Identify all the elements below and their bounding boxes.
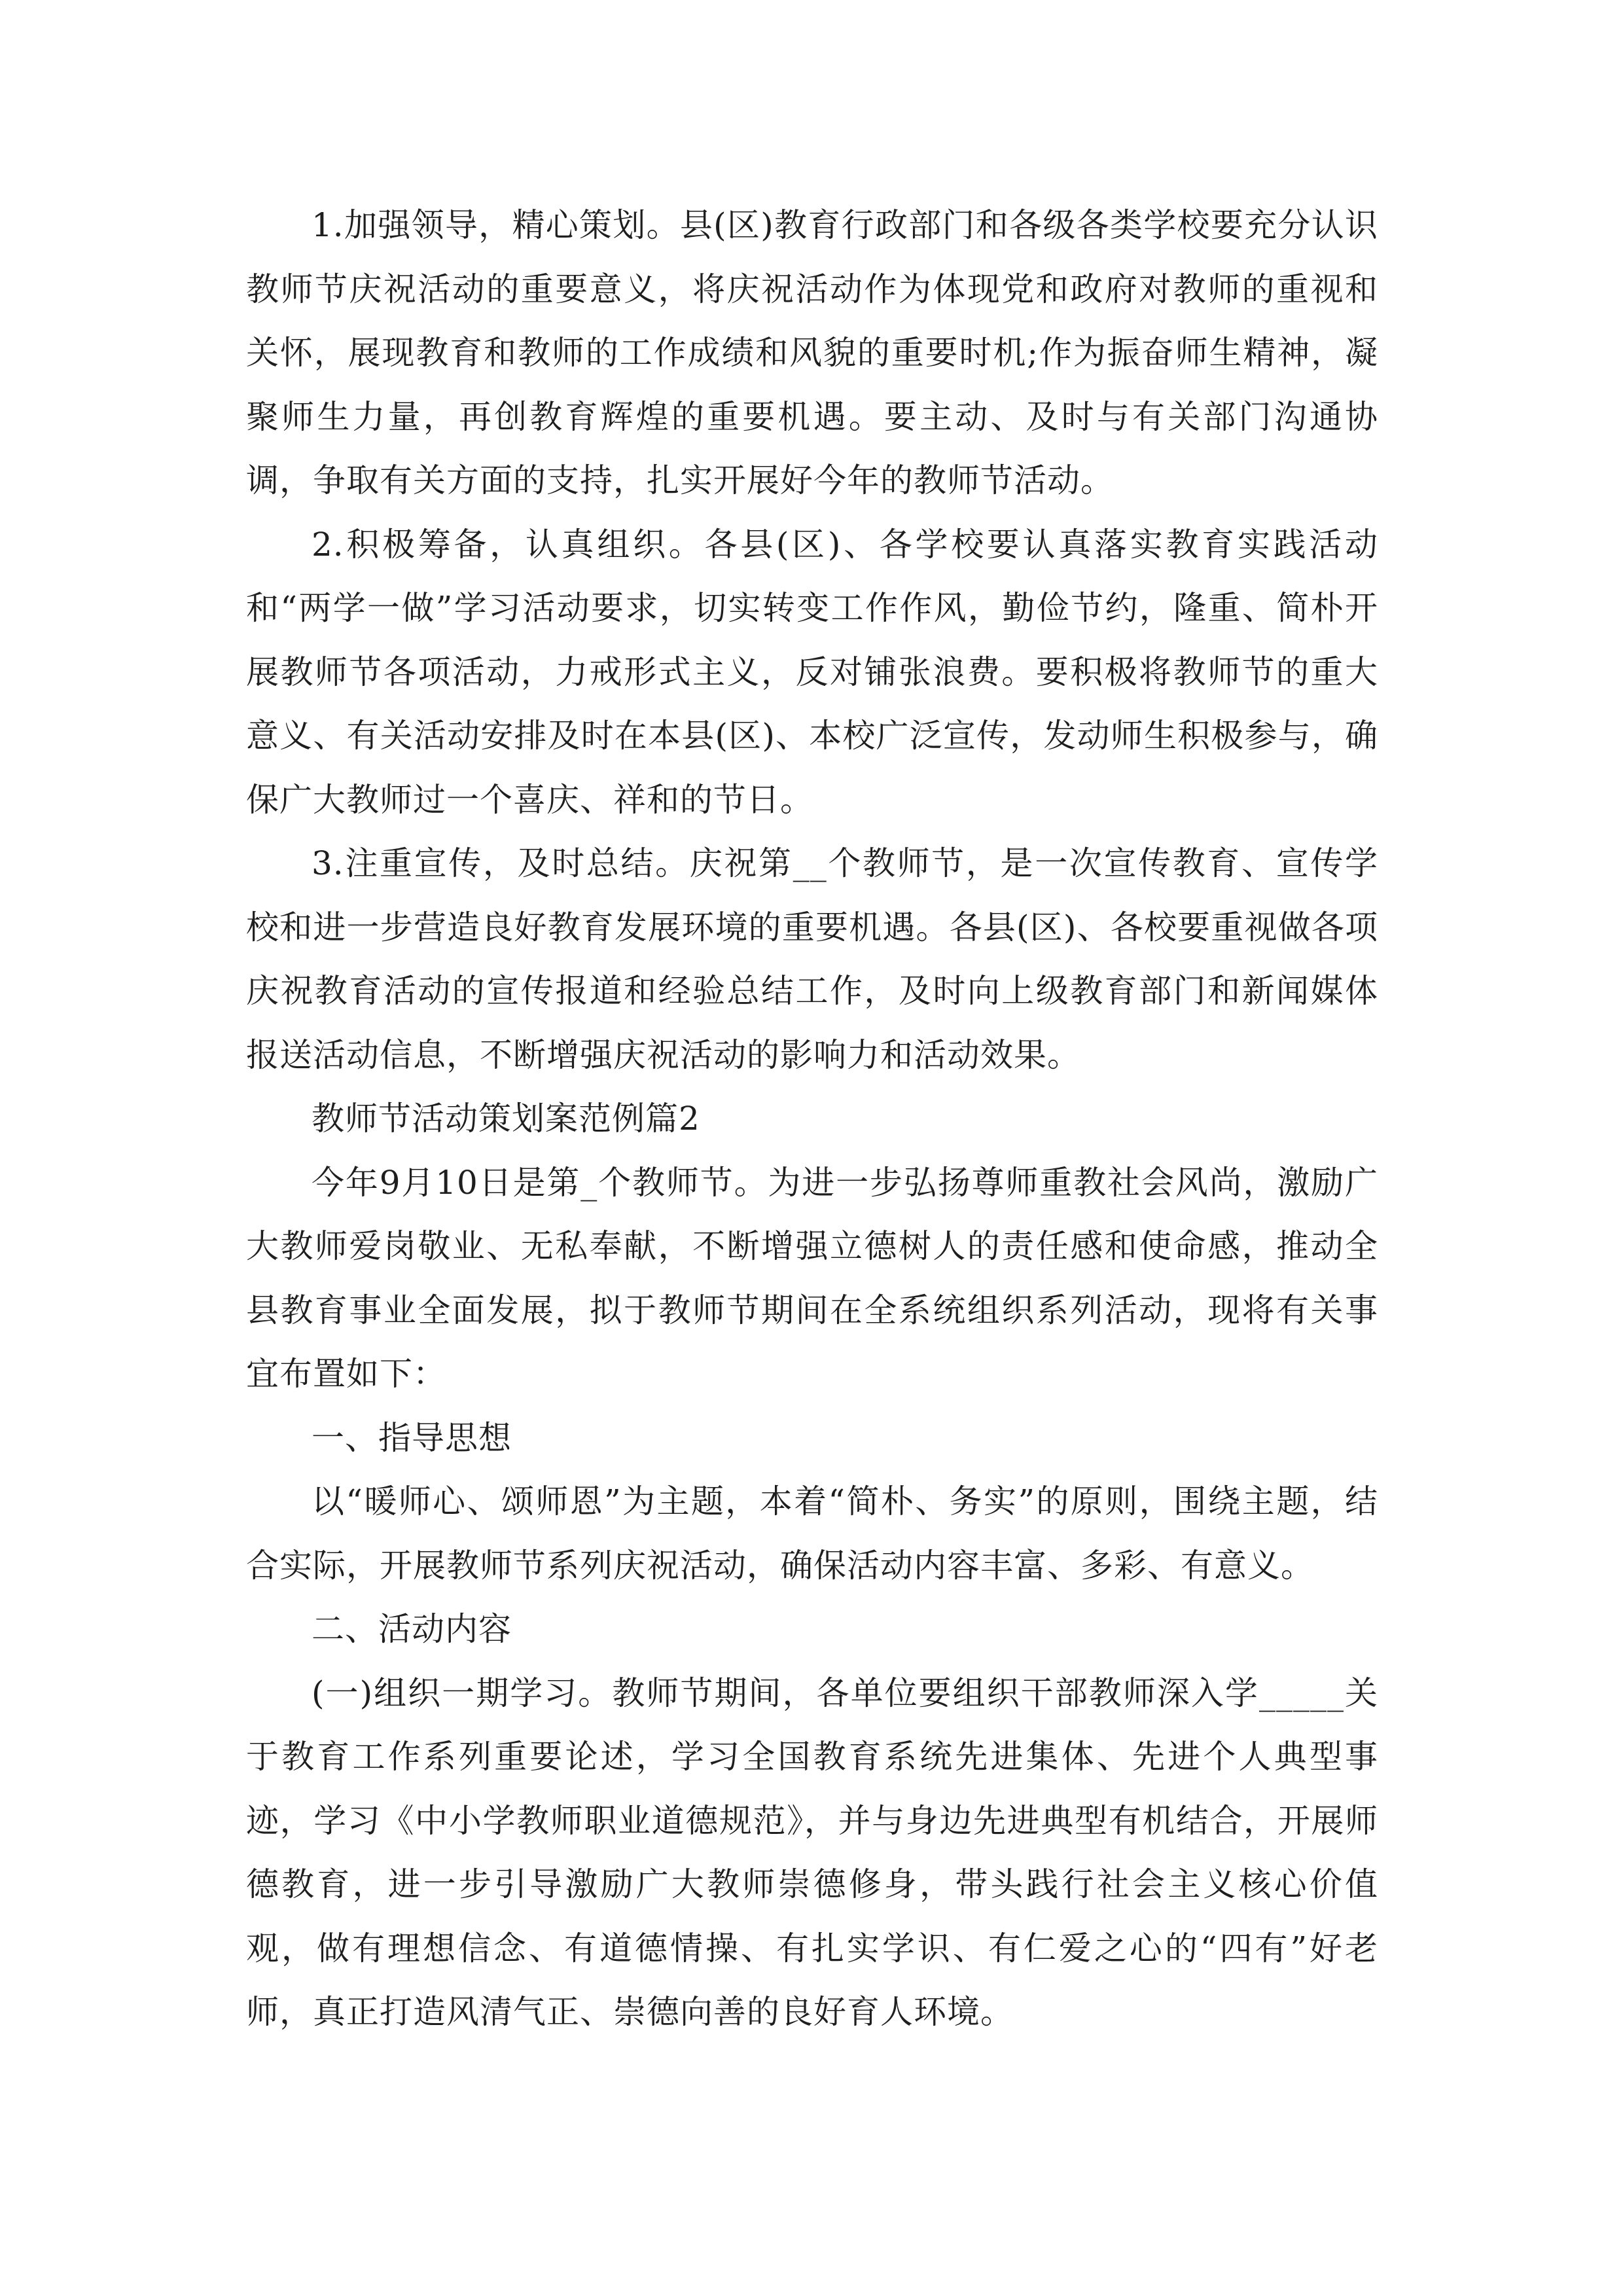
paragraph-publicity: 3.注重宣传，及时总结。庆祝第__个教师节，是一次宣传教育、宣传学校和进一步营造良好教育发展环境的重要机遇。各县(区)、各校要重视做各项庆祝教育活动的宣传报道和经验总结工作，及时向上级教育部门和新闻媒体报送活动信息，不断增强庆祝活动的影响力和活动效果。 bbox=[246, 844, 1378, 1074]
heading-activity-content: 二、活动内容 bbox=[312, 1610, 512, 1648]
paragraph-theme: 以“暖师心、颂师恩”为主题，本着“简朴、务实”的原则，围绕主题，结合实际，开展教师节系列庆祝活动，确保活动内容丰富、多彩、有意义。 bbox=[246, 1482, 1378, 1585]
paragraph-leadership: 1.加强领导，精心策划。县(区)教育行政部门和各级各类学校要充分认识教师节庆祝活动的重要意义，将庆祝活动作为体现党和政府对教师的重视和关怀，展现教育和教师的工作成绩和风貌的重要时机;作为振奋师生精神，凝聚师生力量，再创教育辉煌的重要机遇。要主动、及时与有关部门沟通协调，争取有关方面的支持，扎实开展好今年的教师节活动。 bbox=[246, 206, 1378, 499]
paragraph-intro: 今年9月10日是第_个教师节。为进一步弘扬尊师重教社会风尚，激励广大教师爱岗敬业、无私奉献，不断增强立德树人的责任感和使命感，推动全县教育事业全面发展，拟于教师节期间在全系统组织系列活动，现将有关事宜布置如下： bbox=[246, 1163, 1378, 1393]
paragraph-preparation: 2.积极筹备，认真组织。各县(区)、各学校要认真落实教育实践活动和“两学一做”学习活动要求，切实转变工作作风，勤俭节约，隆重、简朴开展教师节各项活动，力戒形式主义，反对铺张浪费。要积极将教师节的重大意义、有关活动安排及时在本县(区)、本校广泛宣传，发动师生积极参与，确保广大教师过一个喜庆、祥和的节日。 bbox=[246, 525, 1378, 819]
paragraph-study: (一)组织一期学习。教师节期间，各单位要组织干部教师深入学_____关于教育工作系列重要论述，学习全国教育系统先进集体、先进个人典型事迹，学习《中小学教师职业道德规范》，并与身边先进典型有机结合，开展师德教育，进一步引导激励广大教师崇德修身，带头践行社会主义核心价值观，做有理想信念、有道德情操、有扎实学识、有仁爱之心的“四有”好老师，真正打造风清气正、崇德向善的良好育人环境。 bbox=[246, 1674, 1378, 2031]
heading-guiding-thought: 一、指导思想 bbox=[312, 1418, 512, 1457]
document-body bbox=[246, 194, 1378, 2045]
section-title-plan-2: 教师节活动策划案范例篇2 bbox=[312, 1100, 700, 1138]
